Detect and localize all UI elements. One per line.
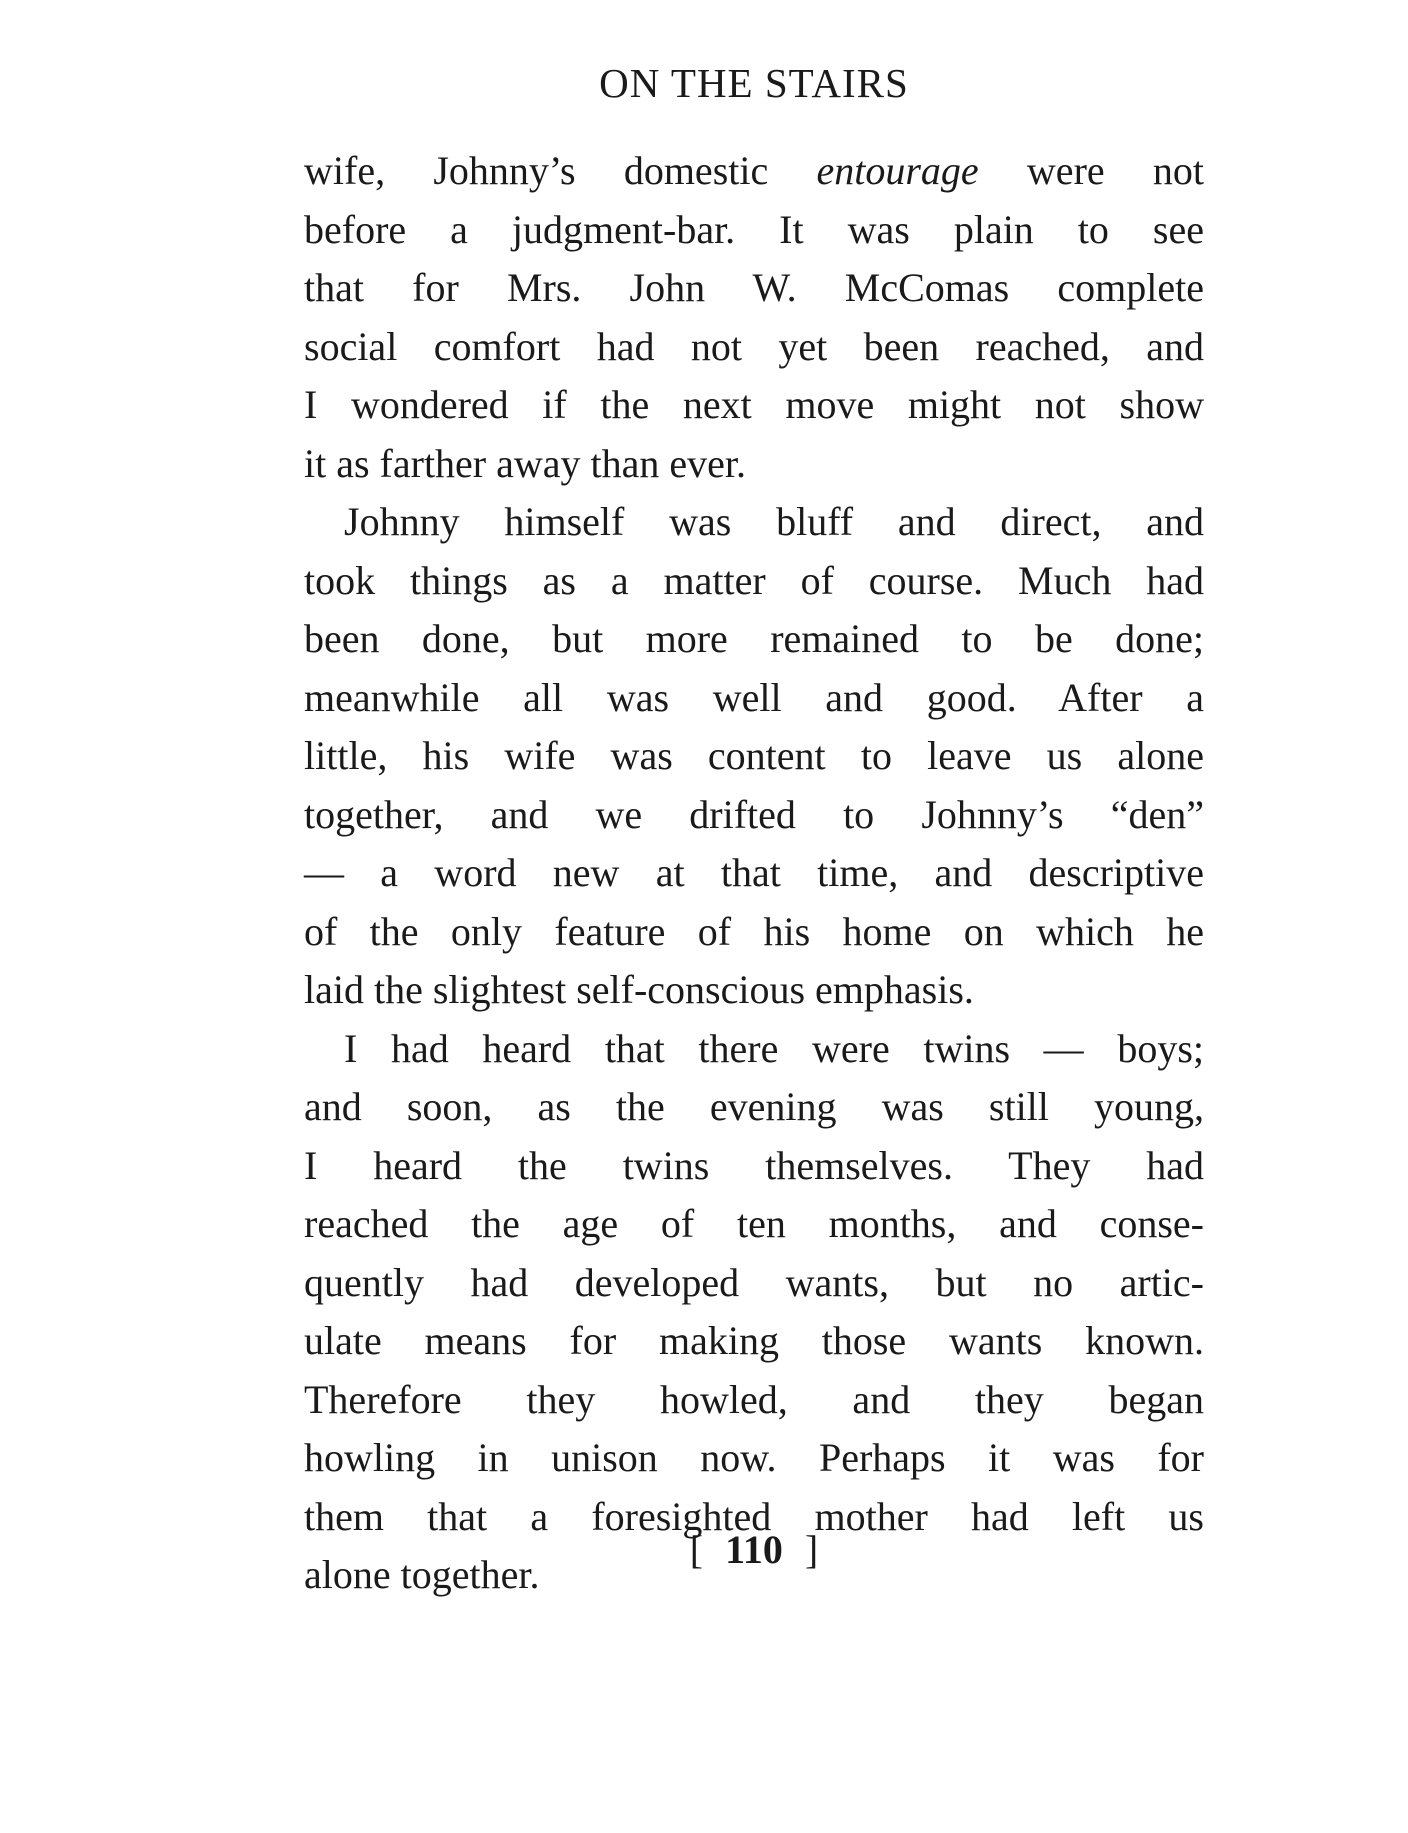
text-line: — a word new at that time, and descriptive bbox=[304, 850, 1204, 895]
text-line: ulate means for making those wants known. bbox=[304, 1318, 1204, 1363]
text-line: social comfort had not yet been reached, and bbox=[304, 323, 1204, 369]
text-line: before a judgment-bar. It was plain to see bbox=[304, 206, 1204, 252]
text-line: I wondered if the next move might not show bbox=[304, 382, 1204, 427]
text-line: little, his wife was content to leave us alone bbox=[304, 733, 1204, 778]
bracket-open: [ bbox=[689, 1527, 704, 1572]
text-line: that for Mrs. John W. McComas complete bbox=[304, 265, 1204, 310]
text-line: Therefore they howled, and they began bbox=[304, 1376, 1204, 1422]
text-line: meanwhile all was well and good. After a bbox=[304, 674, 1204, 720]
italic-word: entourage bbox=[816, 148, 979, 193]
running-head: ON THE STAIRS bbox=[599, 60, 909, 106]
paragraph-first-line: Johnny himself was bluff and direct, and bbox=[344, 499, 1204, 544]
text-line: together, and we drifted to Johnny’s “den” bbox=[304, 791, 1204, 837]
text-line: I heard the twins themselves. They had bbox=[304, 1142, 1204, 1188]
text-line: and soon, as the evening was still young, bbox=[304, 1084, 1204, 1129]
text-line: it as farther away than ever. bbox=[304, 440, 747, 486]
text-line: been done, but more remained to be done; bbox=[304, 616, 1204, 661]
text-line: alone together. bbox=[304, 1552, 540, 1597]
text-line: them that a foresighted mother had left us bbox=[304, 1493, 1204, 1539]
body-text bbox=[304, 142, 1204, 1605]
text-line: of the only feature of his home on which he bbox=[304, 908, 1204, 954]
text-line: reached the age of ten months, and conse- bbox=[304, 1201, 1204, 1246]
text-line: laid the slightest self-conscious emphasis. bbox=[304, 967, 974, 1012]
page-number bbox=[304, 1525, 1204, 1575]
text-line: took things as a matter of course. Much had bbox=[304, 557, 1204, 603]
text-line bbox=[304, 142, 1204, 201]
text-line: howling in unison now. Perhaps it was for bbox=[304, 1435, 1204, 1480]
text-segment: were not bbox=[978, 148, 1204, 193]
text-line: quently had developed wants, but no artic- bbox=[304, 1259, 1204, 1305]
text-segment: wife, Johnny’s domestic bbox=[304, 148, 817, 193]
bracket-close: ] bbox=[804, 1527, 819, 1572]
paragraph-first-line: I had heard that there were twins — boys; bbox=[344, 1025, 1204, 1071]
page-number-value: 110 bbox=[725, 1527, 783, 1572]
